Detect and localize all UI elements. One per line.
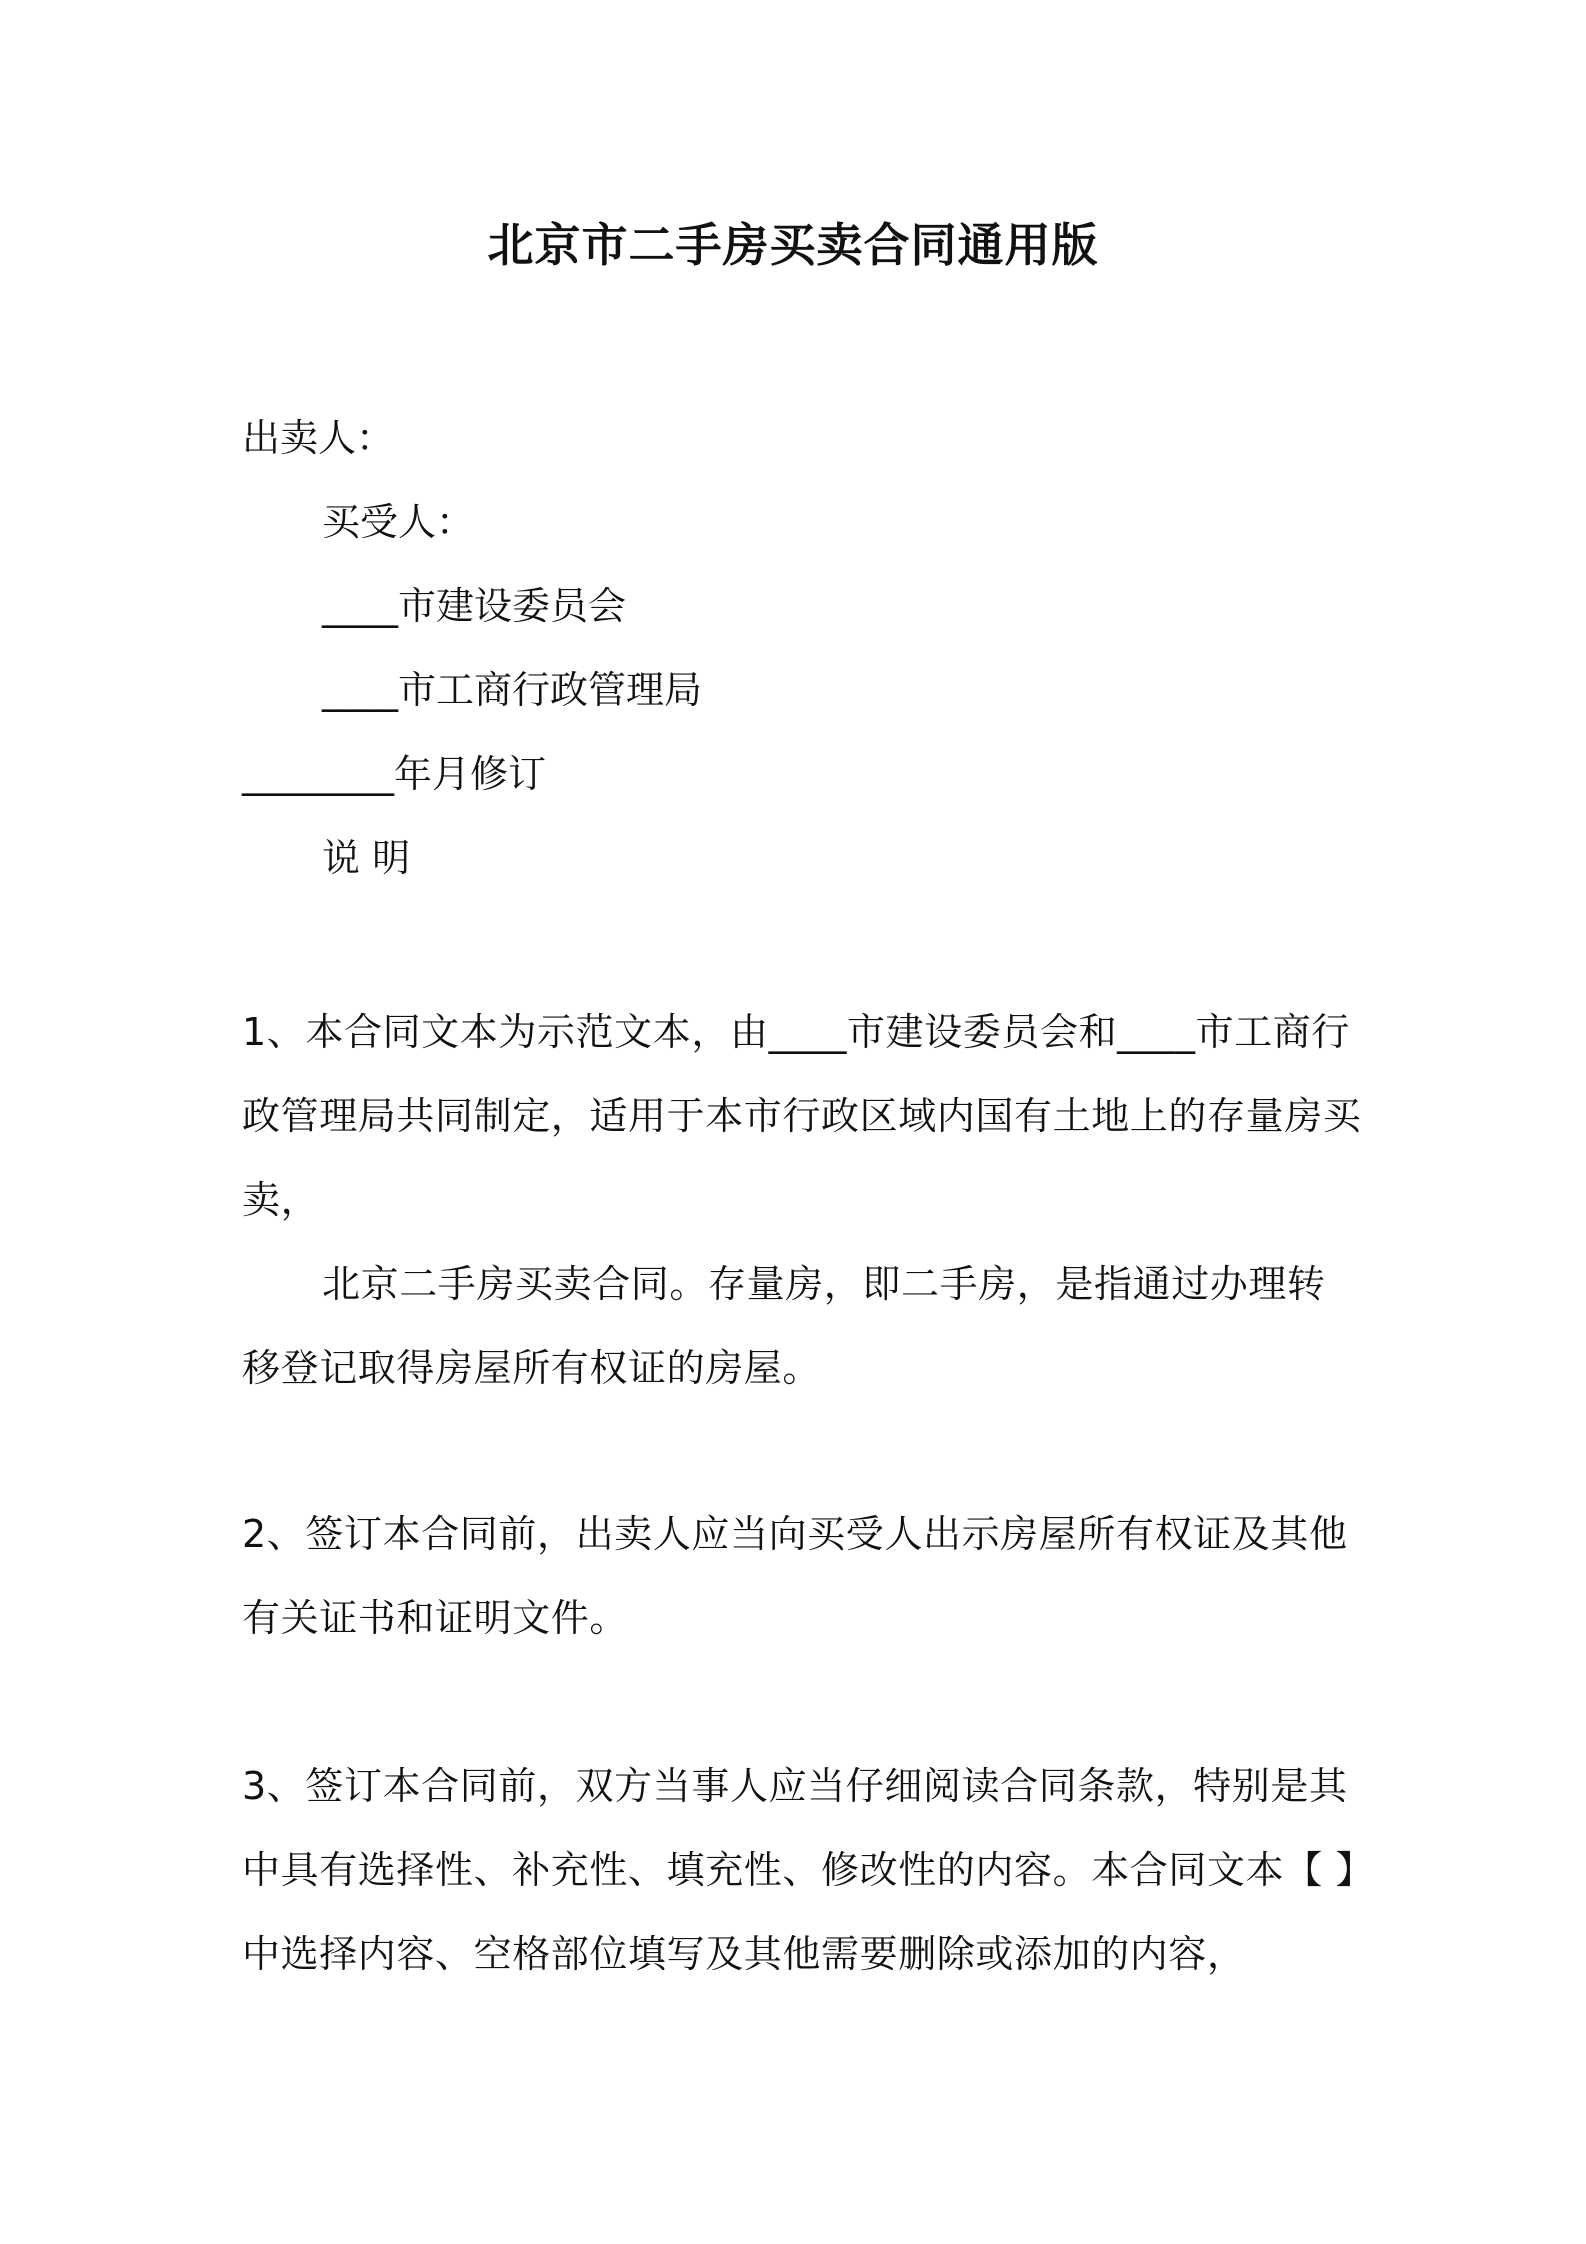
document-title: 北京市二手房买卖合同通用版	[487, 218, 1099, 272]
section-3	[242, 1744, 1362, 1996]
section-1	[242, 990, 1362, 1410]
buyer-label: 买受人：	[322, 500, 475, 544]
section-2	[242, 1492, 1362, 1660]
section-1-paragraph-1: 1、本合同文本为示范文本，由____市建设委员会和____市工商行政管理局共同制定，适用于本市行政区域内国有土地上的存量房买卖，	[242, 1010, 1362, 1222]
seller-label: 出卖人：	[242, 416, 395, 460]
construction-committee-line: ____市建设委员会	[322, 584, 627, 628]
section-3-paragraph-1: 3、签订本合同前，双方当事人应当仔细阅读合同条款，特别是其中具有选择性、补充性、填充性、修改性的内容。本合同文本【 】中选择内容、空格部位填写及其他需要删除或添加的内容，	[242, 1764, 1356, 1976]
section-2-paragraph-1: 2、签订本合同前，出卖人应当向买受人出示房屋所有权证及其他有关证书和证明文件。	[242, 1512, 1348, 1640]
explanation-heading: 说 明	[322, 836, 411, 880]
revision-date-line: ________年月修订	[242, 752, 547, 796]
industry-commerce-bureau-line: ____市工商行政管理局	[322, 668, 703, 712]
section-1-paragraph-2: 北京二手房买卖合同。存量房，即二手房，是指通过办理转移登记取得房屋所有权证的房屋。	[242, 1262, 1326, 1390]
